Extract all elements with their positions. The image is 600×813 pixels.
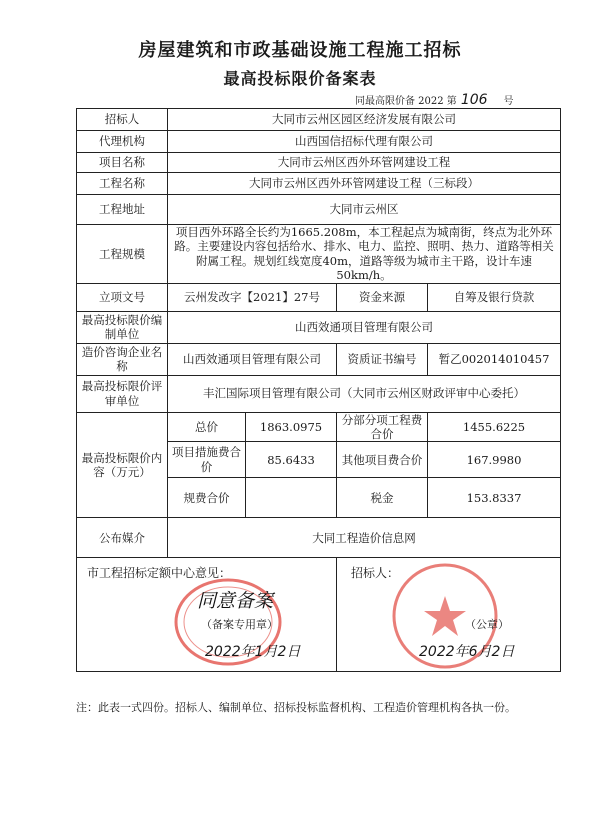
measure-value: 85.6433 [246,442,337,478]
fee-label: 规费合价 [168,478,246,518]
other-value: 167.9980 [428,442,561,478]
tax-value: 153.8337 [428,478,561,518]
consult-value: 山西效通项目管理有限公司 [168,343,337,375]
consult-label: 造价咨询企业名称 [77,343,168,375]
center-opinion-title: 市工程招标定额中心意见： [87,566,232,581]
tenderer-sign-cell [337,558,561,672]
agency-label: 代理机构 [77,131,168,153]
record-prefix: 同最高限价备 2022 第 [355,96,457,107]
scale-value: 项目西外环路全长约为1665.208m，本工程起点为城南街，终点为北外环路。主要建设内容包括给水、排水、电力、监控、照明、热力、道路等相关附属工程。规划红线宽度40m，道路等级为城市主干路，设计车速50km/h。 [168,225,561,284]
tenderer-date: 2022年6月2日 [419,644,515,661]
site-label: 工程地址 [77,195,168,225]
tenderer-stamp-note: （公章） [465,618,509,632]
fee-value [246,478,337,518]
project-name-label: 项目名称 [77,153,168,173]
center-date: 2022年1月2日 [205,644,301,661]
tenderer-label: 招标人 [77,109,168,131]
total-value: 1863.0975 [246,412,337,442]
subitem-value: 1455.6225 [428,412,561,442]
tenderer-value: 大同市云州区园区经济发展有限公司 [168,109,561,131]
cert-value: 暂乙002014010457 [428,343,561,375]
media-label: 公布媒介 [77,518,168,558]
work-name-label: 工程名称 [77,173,168,195]
compiler-value: 山西效通项目管理有限公司 [168,311,561,343]
document-title: 房屋建筑和市政基础设施工程施工招标 [138,40,462,61]
fund-label: 资金来源 [337,283,428,311]
content-label: 最高投标限价内容（万元） [77,412,168,518]
footnote: 注：此表一式四份。招标人、编制单位、招标投标监督机构、工程造价管理机构各执一份。 [76,701,516,714]
measure-label: 项目措施费合价 [168,442,246,478]
reviewer-value: 丰汇国际项目管理有限公司（大同市云州区财政评审中心委托） [168,375,561,412]
total-label: 总价 [168,412,246,442]
compiler-label: 最高投标限价编制单位 [77,311,168,343]
center-opinion-cell [77,558,337,672]
scale-label: 工程规模 [77,225,168,284]
cert-label: 资质证书编号 [337,343,428,375]
record-number-line [355,92,514,108]
tenderer-sign-title: 招标人： [351,566,400,581]
document-subtitle: 最高投标限价备案表 [223,69,377,88]
agency-value: 山西国信招标代理有限公司 [168,131,561,153]
filing-table [76,108,561,672]
site-value: 大同市云州区 [168,195,561,225]
reviewer-label: 最高投标限价评审单位 [77,375,168,412]
media-value: 大同工程造价信息网 [168,518,561,558]
approval-value: 云州发改字【2021】27号 [168,283,337,311]
work-name-value: 大同市云州区西外环管网建设工程（三标段） [168,173,561,195]
record-number: 106 [460,92,488,108]
fund-value: 自筹及银行贷款 [428,283,561,311]
approval-label: 立项文号 [77,283,168,311]
project-name-value: 大同市云州区西外环管网建设工程 [168,153,561,173]
center-stamp-note: （备案专用章） [201,618,278,632]
subitem-label: 分部分项工程费合价 [337,412,428,442]
tax-label: 税金 [337,478,428,518]
other-label: 其他项目费合价 [337,442,428,478]
record-suffix: 号 [503,96,514,107]
center-approval-handwriting: 同意备案 [197,590,274,613]
